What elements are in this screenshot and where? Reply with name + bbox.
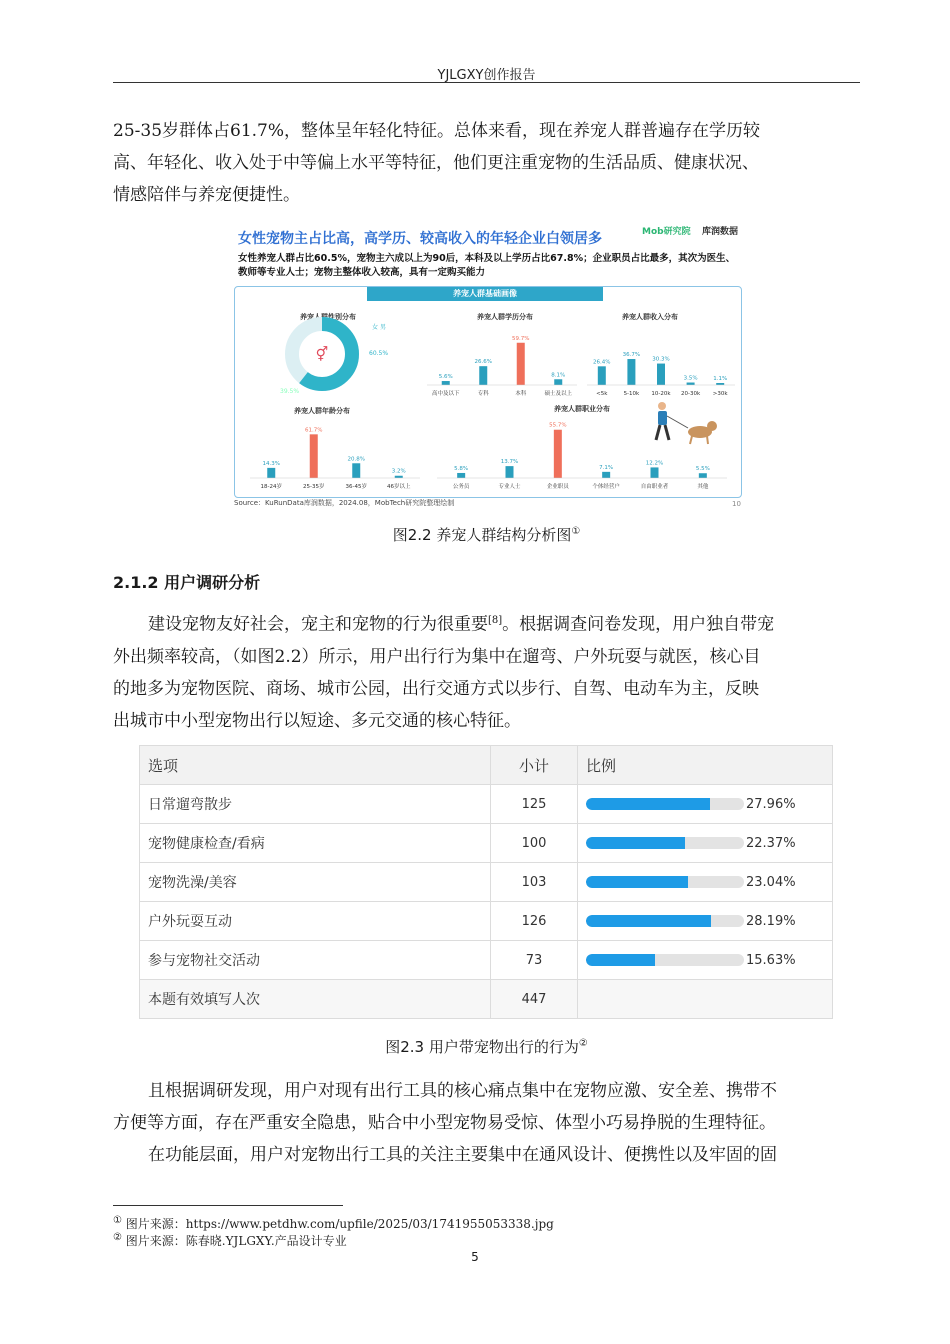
- occupation-bar: [506, 466, 514, 478]
- occupation-category-label: 专业人士: [498, 484, 521, 490]
- infographic-banner: 养宠人群基础画像: [367, 287, 603, 301]
- footnote-rule: [113, 1205, 343, 1206]
- option-cell: 参与宠物社交活动: [140, 941, 491, 980]
- ratio-cell: [578, 785, 833, 824]
- option-cell: 户外玩耍互动: [140, 902, 491, 941]
- education-bar: [479, 366, 487, 385]
- occupation-value-label: 13.7%: [500, 459, 519, 466]
- ratio-bar-fill: [586, 876, 688, 888]
- count-cell: 125: [491, 785, 578, 824]
- running-header: YJLGXY创作报告: [437, 68, 536, 83]
- text-line: 且根据调研发现，用户对现有出行工具的核心痛点集中在宠物应激、安全差、携带不: [148, 1081, 777, 1101]
- age-bar-chart: [250, 420, 420, 490]
- text-line: 出城市中小型宠物出行以短途、多元交通的核心特征。: [113, 710, 521, 731]
- ratio-bar-track: [586, 798, 744, 810]
- table-row: [140, 902, 833, 941]
- income-category-label: <5k: [596, 391, 608, 397]
- ratio-cell: [578, 941, 833, 980]
- kurun-logo: 库润数据: [702, 227, 739, 237]
- income-bar: [716, 383, 724, 385]
- text-line: 情感陪伴与养宠便捷性。: [113, 185, 300, 205]
- gender-legend: [372, 322, 386, 331]
- age-value-label: 14.3%: [262, 460, 280, 467]
- occupation-value-label: 5.5%: [695, 466, 710, 473]
- table-row: [140, 863, 833, 902]
- gender-title: 养宠人群性别分布: [300, 313, 356, 321]
- total-label: 本题有效填写人次: [140, 980, 491, 1019]
- col-option: 选项: [140, 746, 491, 785]
- text-line: 的地多为宠物医院、商场、城市公园，出行交通方式以步行、自驾、电动车为主，反映: [113, 678, 759, 699]
- header-rule: [113, 82, 860, 83]
- text-line: 方便等方面，存在严重安全隐患，贴合中小型宠物易受惊、体型小巧易挣脱的生理特征。: [113, 1113, 776, 1133]
- age-bar: [352, 463, 360, 478]
- education-value-label: 5.6%: [438, 374, 453, 381]
- occupation-value-label: 7.1%: [599, 464, 614, 471]
- occupation-bar: [457, 473, 465, 478]
- education-category-label: 硕士及以上: [544, 391, 573, 397]
- income-category-label: >30k: [712, 391, 728, 397]
- occupation-category-label: 其他: [697, 484, 709, 490]
- ratio-bar-wrap: [586, 797, 824, 812]
- dog-walker-illustration: [650, 400, 720, 448]
- income-bar: [627, 359, 635, 385]
- age-category-label: 36-45岁: [345, 484, 367, 490]
- ratio-label: 28.19%: [746, 913, 796, 929]
- occupation-title: 养宠人群职业分布: [554, 405, 610, 413]
- paragraph-intro: [113, 115, 860, 211]
- income-value-label: 3.5%: [683, 375, 698, 382]
- education-value-label: 59.7%: [512, 335, 530, 342]
- col-ratio: 比例: [578, 746, 833, 785]
- text-line: 高、年轻化、收入处于中等偏上水平等特征，他们更注重宠物的生活品质、健康状况、: [113, 153, 759, 173]
- education-title: 养宠人群学历分布: [477, 313, 533, 321]
- col-count: 小计: [491, 746, 578, 785]
- ratio-label: 27.96%: [746, 796, 796, 812]
- education-value-label: 26.6%: [474, 359, 492, 366]
- ratio-bar-track: [586, 954, 744, 966]
- age-value-label: 61.7%: [305, 427, 323, 434]
- text-fragment: 。根据调查问卷发现，用户独自带宠: [502, 614, 775, 635]
- education-category-label: 专科: [477, 391, 489, 397]
- occupation-category-label: 自由职业者: [640, 484, 669, 490]
- income-title: 养宠人群收入分布: [622, 313, 678, 321]
- income-category-label: 20-30k: [681, 391, 701, 397]
- empty-cell: [578, 980, 833, 1019]
- footnote-2: [113, 1232, 347, 1249]
- age-bar: [310, 434, 318, 478]
- citation-ref: [8]: [488, 615, 503, 626]
- age-category-label: 18-24岁: [260, 484, 282, 490]
- ratio-label: 23.04%: [746, 874, 796, 890]
- gender-symbol-icon: ⚥: [315, 347, 329, 363]
- age-category-label: 46岁以上: [387, 484, 411, 490]
- text-line: [113, 605, 860, 641]
- income-value-label: 1.1%: [713, 376, 728, 382]
- income-bar: [687, 383, 695, 385]
- occupation-value-label: 12.2%: [645, 460, 664, 467]
- income-category-label: 5-10k: [623, 391, 640, 397]
- age-title: 养宠人群年龄分布: [294, 407, 350, 415]
- occupation-value-label: 5.8%: [454, 465, 469, 472]
- income-bar: [598, 366, 606, 385]
- ratio-label: 22.37%: [746, 835, 796, 851]
- ratio-bar-wrap: [586, 914, 824, 929]
- table-row: [140, 824, 833, 863]
- age-value-label: 20.8%: [347, 456, 365, 463]
- text-fragment: 建设宠物友好社会，宠主和宠物的行为很重要: [148, 614, 488, 635]
- infographic-subtitle: 女性养宠人群占比60.5%，宠物主六成以上为90后，本科及以上学历占比67.8%；企业职员占比最多，其次为医生、教师等专业人士；宠物主整体收入较高，具有一定购买能力: [238, 253, 736, 278]
- option-cell: 宠物健康检查/看病: [140, 824, 491, 863]
- pet-owner-infographic: [232, 222, 742, 512]
- income-value-label: 36.7%: [622, 352, 641, 359]
- infographic-page-number: 10: [732, 500, 741, 508]
- income-value-label: 26.4%: [593, 359, 611, 366]
- income-bar: [657, 364, 665, 385]
- education-value-label: 8.1%: [551, 372, 566, 379]
- education-category-label: 高中及以下: [431, 391, 460, 397]
- occupation-bar: [651, 467, 659, 478]
- occupation-category-label: 个体经营户: [592, 484, 620, 490]
- figure-caption-2-2: [113, 524, 860, 545]
- text-line: 25-35岁群体占61.7%，整体呈年轻化特征。总体来看，现在养宠人群普遍存在学历较: [113, 121, 761, 141]
- table-header-row: [140, 746, 833, 785]
- occupation-value-label: 55.7%: [549, 422, 567, 429]
- ratio-label: 15.63%: [746, 952, 796, 968]
- total-count: 447: [491, 980, 578, 1019]
- legend-male: 男: [379, 324, 386, 331]
- ratio-bar-track: [586, 837, 744, 849]
- paragraph-survey: [113, 605, 860, 737]
- figure-caption-2-3: [113, 1036, 860, 1057]
- text-line: 在功能层面，用户对宠物出行工具的关注主要集中在通风设计、便携性以及牢固的固: [148, 1145, 777, 1165]
- education-bar-chart: [427, 327, 577, 397]
- age-value-label: 3.2%: [391, 468, 406, 475]
- age-bar: [267, 468, 275, 478]
- female-label: 60.5%: [369, 350, 389, 357]
- occupation-bar: [699, 473, 707, 478]
- ratio-bar-wrap: [586, 875, 824, 890]
- paragraph-pain-points: [113, 1075, 860, 1171]
- caption-text: 图2.2 养宠人群结构分析图: [392, 526, 572, 544]
- gender-donut-chart: [282, 314, 372, 394]
- ratio-bar-track: [586, 915, 744, 927]
- income-bar-chart: [587, 327, 735, 397]
- occupation-category-label: 企业职员: [546, 484, 569, 490]
- page-number: 5: [471, 1250, 479, 1264]
- footnote-text: 图片来源：https://www.petdhw.com/upfile/2025/03/1741955053338.jpg: [125, 1217, 554, 1231]
- count-cell: 73: [491, 941, 578, 980]
- count-cell: 126: [491, 902, 578, 941]
- section-heading: 2.1.2 用户调研分析: [113, 573, 261, 592]
- ratio-bar-wrap: [586, 836, 824, 851]
- footnote-1: [113, 1215, 554, 1232]
- education-bar: [554, 379, 562, 385]
- age-category-label: 25-35岁: [303, 484, 325, 490]
- male-label: 39.5%: [280, 388, 300, 395]
- footnote-mark: ②: [113, 1232, 122, 1243]
- text-line: 外出频率较高，（如图2.2）所示，用户出行行为集中在遛弯、户外玩耍与就医，核心目: [113, 646, 761, 667]
- count-cell: 103: [491, 863, 578, 902]
- ratio-bar-wrap: [586, 953, 824, 968]
- occupation-category-label: 公务员: [452, 484, 470, 490]
- option-cell: 日常遛弯散步: [140, 785, 491, 824]
- table-total-row: [140, 980, 833, 1019]
- caption-text: 图2.3 用户带宠物出行的行为: [385, 1038, 579, 1056]
- footnote-mark: ①: [113, 1215, 122, 1226]
- count-cell: 100: [491, 824, 578, 863]
- occupation-bar: [602, 472, 610, 478]
- footnote-ref: ②: [578, 1038, 588, 1049]
- income-category-label: 10-20k: [651, 391, 671, 397]
- mob-logo: Mob研究院: [642, 227, 691, 237]
- table-row: [140, 941, 833, 980]
- income-value-label: 30.3%: [652, 356, 670, 363]
- footnote-ref: ①: [571, 526, 581, 537]
- age-bar: [395, 476, 403, 478]
- education-category-label: 本科: [515, 391, 527, 397]
- legend-female: 女: [372, 324, 379, 331]
- option-cell: 宠物洗澡/美容: [140, 863, 491, 902]
- ratio-cell: [578, 902, 833, 941]
- footnote-text: 图片来源：陈春晓.YJLGXY.产品设计专业: [125, 1234, 347, 1248]
- infographic-title: 女性宠物主占比高，高学历、较高收入的年轻企业白领居多: [238, 231, 602, 247]
- ratio-bar-fill: [586, 954, 655, 966]
- ratio-cell: [578, 824, 833, 863]
- infographic-source: Source：KuRunData库润数据，2024.08，MobTech研究院整理绘制: [234, 499, 455, 507]
- education-bar: [442, 381, 450, 385]
- ratio-bar-fill: [586, 915, 711, 927]
- table-row: [140, 785, 833, 824]
- occupation-bar: [554, 430, 562, 478]
- ratio-bar-fill: [586, 837, 685, 849]
- education-bar: [517, 343, 525, 385]
- ratio-bar-fill: [586, 798, 710, 810]
- ratio-cell: [578, 863, 833, 902]
- survey-table: [139, 745, 833, 1019]
- ratio-bar-track: [586, 876, 744, 888]
